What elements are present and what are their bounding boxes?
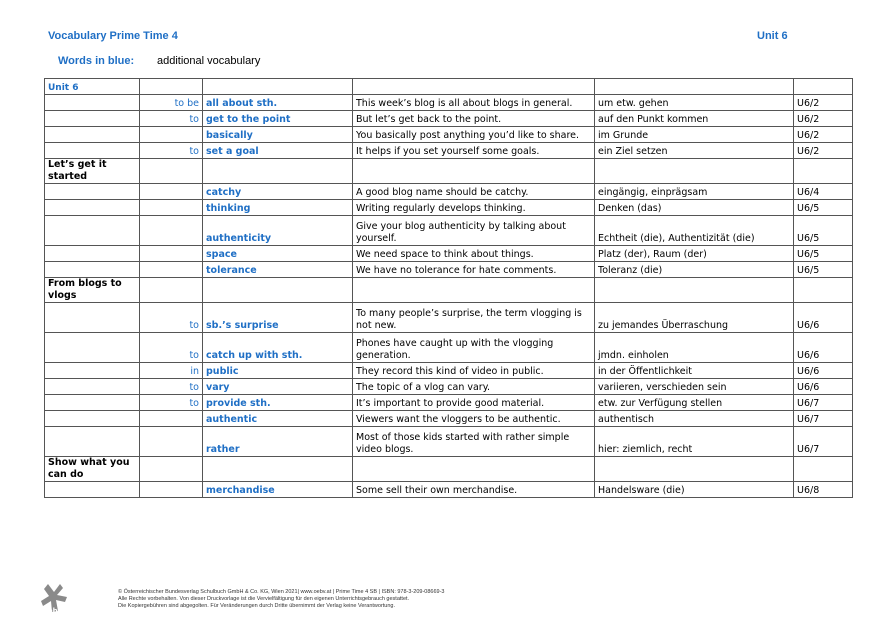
- part-of-speech-cell: [140, 482, 203, 498]
- example-sentence-cell: We have no tolerance for hate comments.: [353, 262, 595, 278]
- translation-cell: Handelsware (die): [595, 482, 794, 498]
- part-of-speech-cell: [140, 184, 203, 200]
- part-of-speech-cell: to: [140, 303, 203, 333]
- part-of-speech-cell: to: [140, 143, 203, 159]
- vocab-row: [45, 395, 853, 411]
- empty-cell: [45, 262, 140, 278]
- empty-cell: [45, 246, 140, 262]
- translation-cell: Echtheit (die), Authentizität (die): [595, 216, 794, 246]
- part-of-speech-cell: [140, 411, 203, 427]
- vocab-word-cell: get to the point: [203, 111, 353, 127]
- empty-cell: [45, 395, 140, 411]
- empty-cell: [203, 79, 353, 95]
- section-heading: Unit 6: [45, 79, 140, 95]
- example-sentence-cell: Phones have caught up with the vlogging generation.: [353, 333, 595, 363]
- empty-cell: [45, 333, 140, 363]
- page-reference-cell: U6/6: [794, 333, 853, 363]
- page-reference-cell: U6/7: [794, 395, 853, 411]
- vocab-row: [45, 303, 853, 333]
- empty-cell: [140, 79, 203, 95]
- empty-cell: [140, 278, 203, 303]
- part-of-speech-cell: [140, 127, 203, 143]
- page-reference-cell: U6/7: [794, 427, 853, 457]
- section-row: [45, 278, 853, 303]
- empty-cell: [595, 159, 794, 184]
- empty-cell: [595, 278, 794, 303]
- page-reference-cell: U6/2: [794, 95, 853, 111]
- empty-cell: [203, 278, 353, 303]
- example-sentence-cell: The topic of a vlog can vary.: [353, 379, 595, 395]
- section-row: [45, 159, 853, 184]
- empty-cell: [140, 159, 203, 184]
- example-sentence-cell: We need space to think about things.: [353, 246, 595, 262]
- empty-cell: [794, 278, 853, 303]
- example-sentence-cell: You basically post anything you’d like to share.: [353, 127, 595, 143]
- translation-cell: ein Ziel setzen: [595, 143, 794, 159]
- page-reference-cell: U6/2: [794, 127, 853, 143]
- vocab-word-cell: tolerance: [203, 262, 353, 278]
- empty-cell: [140, 457, 203, 482]
- vocabulary-table: [44, 78, 853, 498]
- empty-cell: [794, 457, 853, 482]
- publisher-logo: [40, 582, 70, 616]
- part-of-speech-cell: [140, 427, 203, 457]
- translation-cell: eingängig, einprägsam: [595, 184, 794, 200]
- vocabulary-table-body: [45, 79, 853, 498]
- translation-cell: um etw. gehen: [595, 95, 794, 111]
- empty-cell: [595, 457, 794, 482]
- example-sentence-cell: Writing regularly develops thinking.: [353, 200, 595, 216]
- page-reference-cell: U6/5: [794, 262, 853, 278]
- empty-cell: [45, 127, 140, 143]
- part-of-speech-cell: [140, 216, 203, 246]
- vocab-row: [45, 363, 853, 379]
- vocab-word-cell: space: [203, 246, 353, 262]
- vocab-row: [45, 333, 853, 363]
- example-sentence-cell: Give your blog authenticity by talking about yourself.: [353, 216, 595, 246]
- vocab-row: [45, 95, 853, 111]
- example-sentence-cell: It helps if you set yourself some goals.: [353, 143, 595, 159]
- page-reference-cell: U6/2: [794, 143, 853, 159]
- vocab-word-cell: catchy: [203, 184, 353, 200]
- empty-cell: [45, 411, 140, 427]
- empty-cell: [45, 303, 140, 333]
- example-sentence-cell: This week’s blog is all about blogs in general.: [353, 95, 595, 111]
- example-sentence-cell: It’s important to provide good material.: [353, 395, 595, 411]
- empty-cell: [45, 143, 140, 159]
- vocab-row: [45, 127, 853, 143]
- vocab-row: [45, 184, 853, 200]
- vocab-row: [45, 246, 853, 262]
- publisher-logo-text: öbv: [47, 607, 63, 615]
- empty-cell: [45, 95, 140, 111]
- vocab-row: [45, 379, 853, 395]
- empty-cell: [595, 79, 794, 95]
- part-of-speech-cell: [140, 262, 203, 278]
- part-of-speech-cell: to: [140, 111, 203, 127]
- vocab-word-cell: provide sth.: [203, 395, 353, 411]
- part-of-speech-cell: in: [140, 363, 203, 379]
- example-sentence-cell: A good blog name should be catchy.: [353, 184, 595, 200]
- section-row: [45, 457, 853, 482]
- section-heading: From blogs to vlogs: [45, 278, 140, 303]
- vocab-word-cell: rather: [203, 427, 353, 457]
- vocab-row: [45, 143, 853, 159]
- empty-cell: [353, 457, 595, 482]
- page-reference-cell: U6/8: [794, 482, 853, 498]
- part-of-speech-cell: to: [140, 379, 203, 395]
- page-reference-cell: U6/4: [794, 184, 853, 200]
- empty-cell: [45, 363, 140, 379]
- section-heading: Show what you can do: [45, 457, 140, 482]
- translation-cell: etw. zur Verfügung stellen: [595, 395, 794, 411]
- vocab-word-cell: authenticity: [203, 216, 353, 246]
- empty-cell: [45, 427, 140, 457]
- empty-cell: [794, 159, 853, 184]
- vocab-row: [45, 482, 853, 498]
- part-of-speech-cell: to: [140, 395, 203, 411]
- vocab-word-cell: sb.’s surprise: [203, 303, 353, 333]
- translation-cell: im Grunde: [595, 127, 794, 143]
- vocab-row: [45, 411, 853, 427]
- part-of-speech-cell: to be: [140, 95, 203, 111]
- copyright-line: © Österreichischer Bundesverlag Schulbuch GmbH & Co. KG, Wien 2021| www.oebv.at | Prime Time 4 SB | ISBN: 978-3-209-08669-3: [118, 589, 445, 595]
- translation-cell: authentisch: [595, 411, 794, 427]
- empty-cell: [353, 79, 595, 95]
- example-sentence-cell: They record this kind of video in public.: [353, 363, 595, 379]
- example-sentence-cell: Viewers want the vloggers to be authentic.: [353, 411, 595, 427]
- vocab-row: [45, 111, 853, 127]
- example-sentence-cell: But let’s get back to the point.: [353, 111, 595, 127]
- copyright-line: Die Kopiergebühren sind abgegolten. Für Veränderungen durch Dritte übernimmt der Verlag keine Verantwortung.: [118, 603, 396, 610]
- empty-cell: [353, 159, 595, 184]
- part-of-speech-cell: [140, 200, 203, 216]
- empty-cell: [45, 111, 140, 127]
- unit-label: Unit 6: [757, 30, 788, 42]
- translation-cell: Platz (der), Raum (der): [595, 246, 794, 262]
- document-title: Vocabulary Prime Time 4: [48, 30, 178, 42]
- example-sentence-cell: To many people’s surprise, the term vlogging is not new.: [353, 303, 595, 333]
- translation-cell: Denken (das): [595, 200, 794, 216]
- vocab-word-cell: basically: [203, 127, 353, 143]
- legend-label: Words in blue:: [58, 55, 135, 67]
- vocab-row: [45, 427, 853, 457]
- vocab-row: [45, 262, 853, 278]
- empty-cell: [45, 379, 140, 395]
- vocab-row: [45, 216, 853, 246]
- empty-cell: [45, 184, 140, 200]
- translation-cell: hier: ziemlich, recht: [595, 427, 794, 457]
- example-sentence-cell: Some sell their own merchandise.: [353, 482, 595, 498]
- part-of-speech-cell: [140, 246, 203, 262]
- page-reference-cell: U6/6: [794, 363, 853, 379]
- empty-cell: [353, 278, 595, 303]
- vocab-row: [45, 200, 853, 216]
- empty-cell: [45, 200, 140, 216]
- empty-cell: [45, 216, 140, 246]
- page-reference-cell: U6/5: [794, 246, 853, 262]
- page-reference-cell: U6/6: [794, 379, 853, 395]
- vocab-word-cell: authentic: [203, 411, 353, 427]
- empty-cell: [794, 79, 853, 95]
- translation-cell: Toleranz (die): [595, 262, 794, 278]
- empty-cell: [203, 457, 353, 482]
- part-of-speech-cell: to: [140, 333, 203, 363]
- section-row: [45, 79, 853, 95]
- vocab-word-cell: public: [203, 363, 353, 379]
- translation-cell: jmdn. einholen: [595, 333, 794, 363]
- page-reference-cell: U6/5: [794, 216, 853, 246]
- vocab-word-cell: all about sth.: [203, 95, 353, 111]
- section-heading: Let’s get it started: [45, 159, 140, 184]
- vocab-word-cell: set a goal: [203, 143, 353, 159]
- vocab-word-cell: thinking: [203, 200, 353, 216]
- vocab-word-cell: merchandise: [203, 482, 353, 498]
- translation-cell: auf den Punkt kommen: [595, 111, 794, 127]
- page-reference-cell: U6/2: [794, 111, 853, 127]
- empty-cell: [45, 482, 140, 498]
- translation-cell: variieren, verschieden sein: [595, 379, 794, 395]
- copyright-notice: [118, 589, 444, 611]
- copyright-line: Alle Rechte vorbehalten. Von dieser Druckvorlage ist die Vervielfältigung für den eigenen Unterrichtsgebrauch gestattet.: [118, 596, 410, 603]
- page-reference-cell: U6/7: [794, 411, 853, 427]
- vocab-word-cell: catch up with sth.: [203, 333, 353, 363]
- page-reference-cell: U6/6: [794, 303, 853, 333]
- translation-cell: in der Öffentlichkeit: [595, 363, 794, 379]
- empty-cell: [203, 159, 353, 184]
- example-sentence-cell: Most of those kids started with rather simple video blogs.: [353, 427, 595, 457]
- legend-text: additional vocabulary: [157, 55, 261, 67]
- translation-cell: zu jemandes Überraschung: [595, 303, 794, 333]
- page-reference-cell: U6/5: [794, 200, 853, 216]
- vocab-word-cell: vary: [203, 379, 353, 395]
